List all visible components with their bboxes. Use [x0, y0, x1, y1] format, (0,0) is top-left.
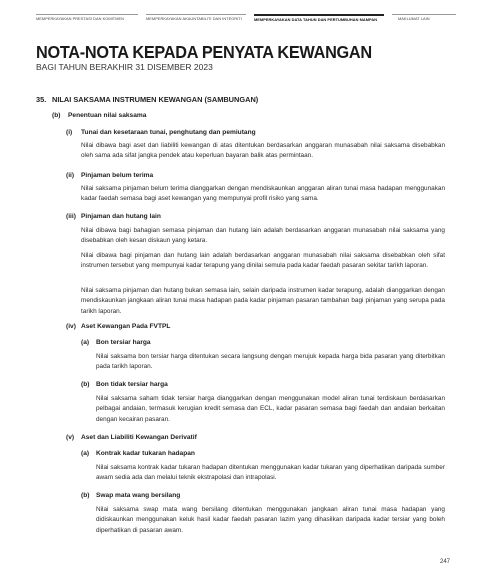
item-iv-a-marker: (a): [81, 339, 90, 346]
item-iii-paragraph-1: Nilai dibawa bagi bahagian semasa pinjaman dan hutang lain adalah berdasarkan anggaran munasabah nilai saksama yang disebabkan oleh kesan diskaun yang ketara.: [81, 227, 445, 245]
item-ii-title: Pinjaman belum terima: [81, 172, 154, 179]
item-iv-b-paragraph-1: Nilai saksama saham tidak tersiar harga dianggarkan dengan menggunakan model aliran tunai terdiskaun berdasarkan pelbagai andaian, termasuk kerugian kredit semasa dan ECL, kadar pasaran semasa bagi faedah dan andaian berkaitan dengan kecairan pasaran.: [96, 395, 445, 423]
item-iv-a-paragraph-1: Nilai saksama bon tersiar harga ditentukan secara langsung dengan merujuk kepada harga bida pasaran yang diterbitkan pada tarikh laporan.: [96, 353, 445, 371]
item-iv-marker: (iv): [66, 323, 76, 330]
item-v-b-paragraph-1: Nilai saksama swap mata wang bersilang ditentukan menggunakan jangkaan aliran tunai masa hadapan yang didiskaunkan menggunakan keluk hasil kadar faedah pasaran lazim yang dihasilkan daripada kadar tersiar yang boleh diperhatikan di pasaran awam.: [96, 506, 445, 534]
item-v-b-title: Swap mata wang bersilang: [96, 492, 181, 499]
item-iv-b-title: Bon tidak tersiar harga: [96, 381, 168, 388]
item-iii-paragraph-3: Nilai saksama pinjaman dan hutang bukan semasa lain, selain daripada instrumen kadar terapung, adalah dianggarkan dengan mendiskaunkan jangkaan aliran tunai masa hadapan pada kadar pinjaman pasaran tambahan bagi pinjaman yang serupa pada tarikh laporan.: [81, 287, 445, 315]
item-i-title: Tunai dan kesetaraan tunai, penghutang dan pemiutang: [81, 129, 256, 136]
nav-tab-akauntabiliti[interactable]: MEMPERKAYAKAN AKAUNTABILITI DAN INTEGRITI: [146, 14, 246, 27]
item-iv-b-marker: (b): [81, 381, 90, 388]
item-iii-marker: (iii): [66, 213, 76, 220]
nav-tab-maklumat-lain[interactable]: MAKLUMAT LAIN: [392, 14, 456, 26]
nav-tab-prestasi[interactable]: MEMPERKAYAKAN PRESTASI DAN KOMITMEN: [36, 14, 138, 27]
section-number: 35.: [36, 95, 47, 104]
section-title: NILAI SAKSAMA INSTRUMEN KEWANGAN (SAMBUNGAN): [52, 95, 259, 104]
item-v-title: Aset dan Liabiliti Kewangan Derivatif: [81, 434, 197, 441]
item-iii-paragraph-2: Nilai dibawa bagi pinjaman dan hutang lain adalah berdasarkan anggaran munasabah nilai saksama disebabkan oleh sifat instrumen tersebut yang mempunyai kadar terapung yang dinilai semula pada kadar faedah pasaran sekitar tarikh laporan.: [81, 252, 445, 270]
item-v-b-marker: (b): [81, 492, 90, 499]
page-title: NOTA-NOTA KEPADA PENYATA KEWANGAN: [36, 42, 372, 62]
page-number: 247: [439, 559, 450, 565]
nav-tab-data-tahun[interactable]: MEMPERKAYAKAN DATA TAHUN DAN PERTUMBUHAN MAMPAN: [254, 14, 384, 28]
item-ii-paragraph-1: Nilai saksama pinjaman belum terima dianggarkan dengan mendiskaunkan anggaran aliran tunai masa hadapan menggunakan kadar faedah semasa bagi aset kewangan yang mempunyai profil risiko yang sama.: [81, 185, 445, 203]
item-iv-a-title: Bon tersiar harga: [96, 339, 151, 346]
sub-b-marker: (b): [52, 112, 61, 119]
item-v-a-marker: (a): [81, 450, 90, 457]
top-navigation: [36, 14, 456, 26]
item-iii-title: Pinjaman dan hutang lain: [81, 213, 161, 220]
item-v-marker: (v): [66, 434, 75, 441]
item-v-a-paragraph-1: Nilai saksama kontrak kadar tukaran hadapan ditentukan menggunakan kadar tukaran yang diperhatikan daripada sumber awam sedia ada dan melalui teknik ekstrapolasi dan intrapolasi.: [96, 464, 445, 482]
item-i-paragraph-1: Nilai dibawa bagi aset dan liabiliti kewangan di atas ditentukan berdasarkan anggaran munasabah nilai saksama disebabkan oleh sama ada sifat jangka pendek atau keperluan bayaran balik atas permintaan.: [81, 142, 445, 160]
item-v-a-title: Kontrak kadar tukaran hadapan: [96, 450, 195, 457]
item-ii-marker: (ii): [66, 172, 75, 179]
item-iv-title: Aset Kewangan Pada FVTPL: [81, 323, 171, 330]
sub-b-title: Penentuan nilai saksama: [68, 112, 147, 119]
item-i-marker: (i): [66, 129, 73, 136]
page-subtitle: BAGI TAHUN BERAKHIR 31 DISEMBER 2023: [36, 62, 213, 72]
